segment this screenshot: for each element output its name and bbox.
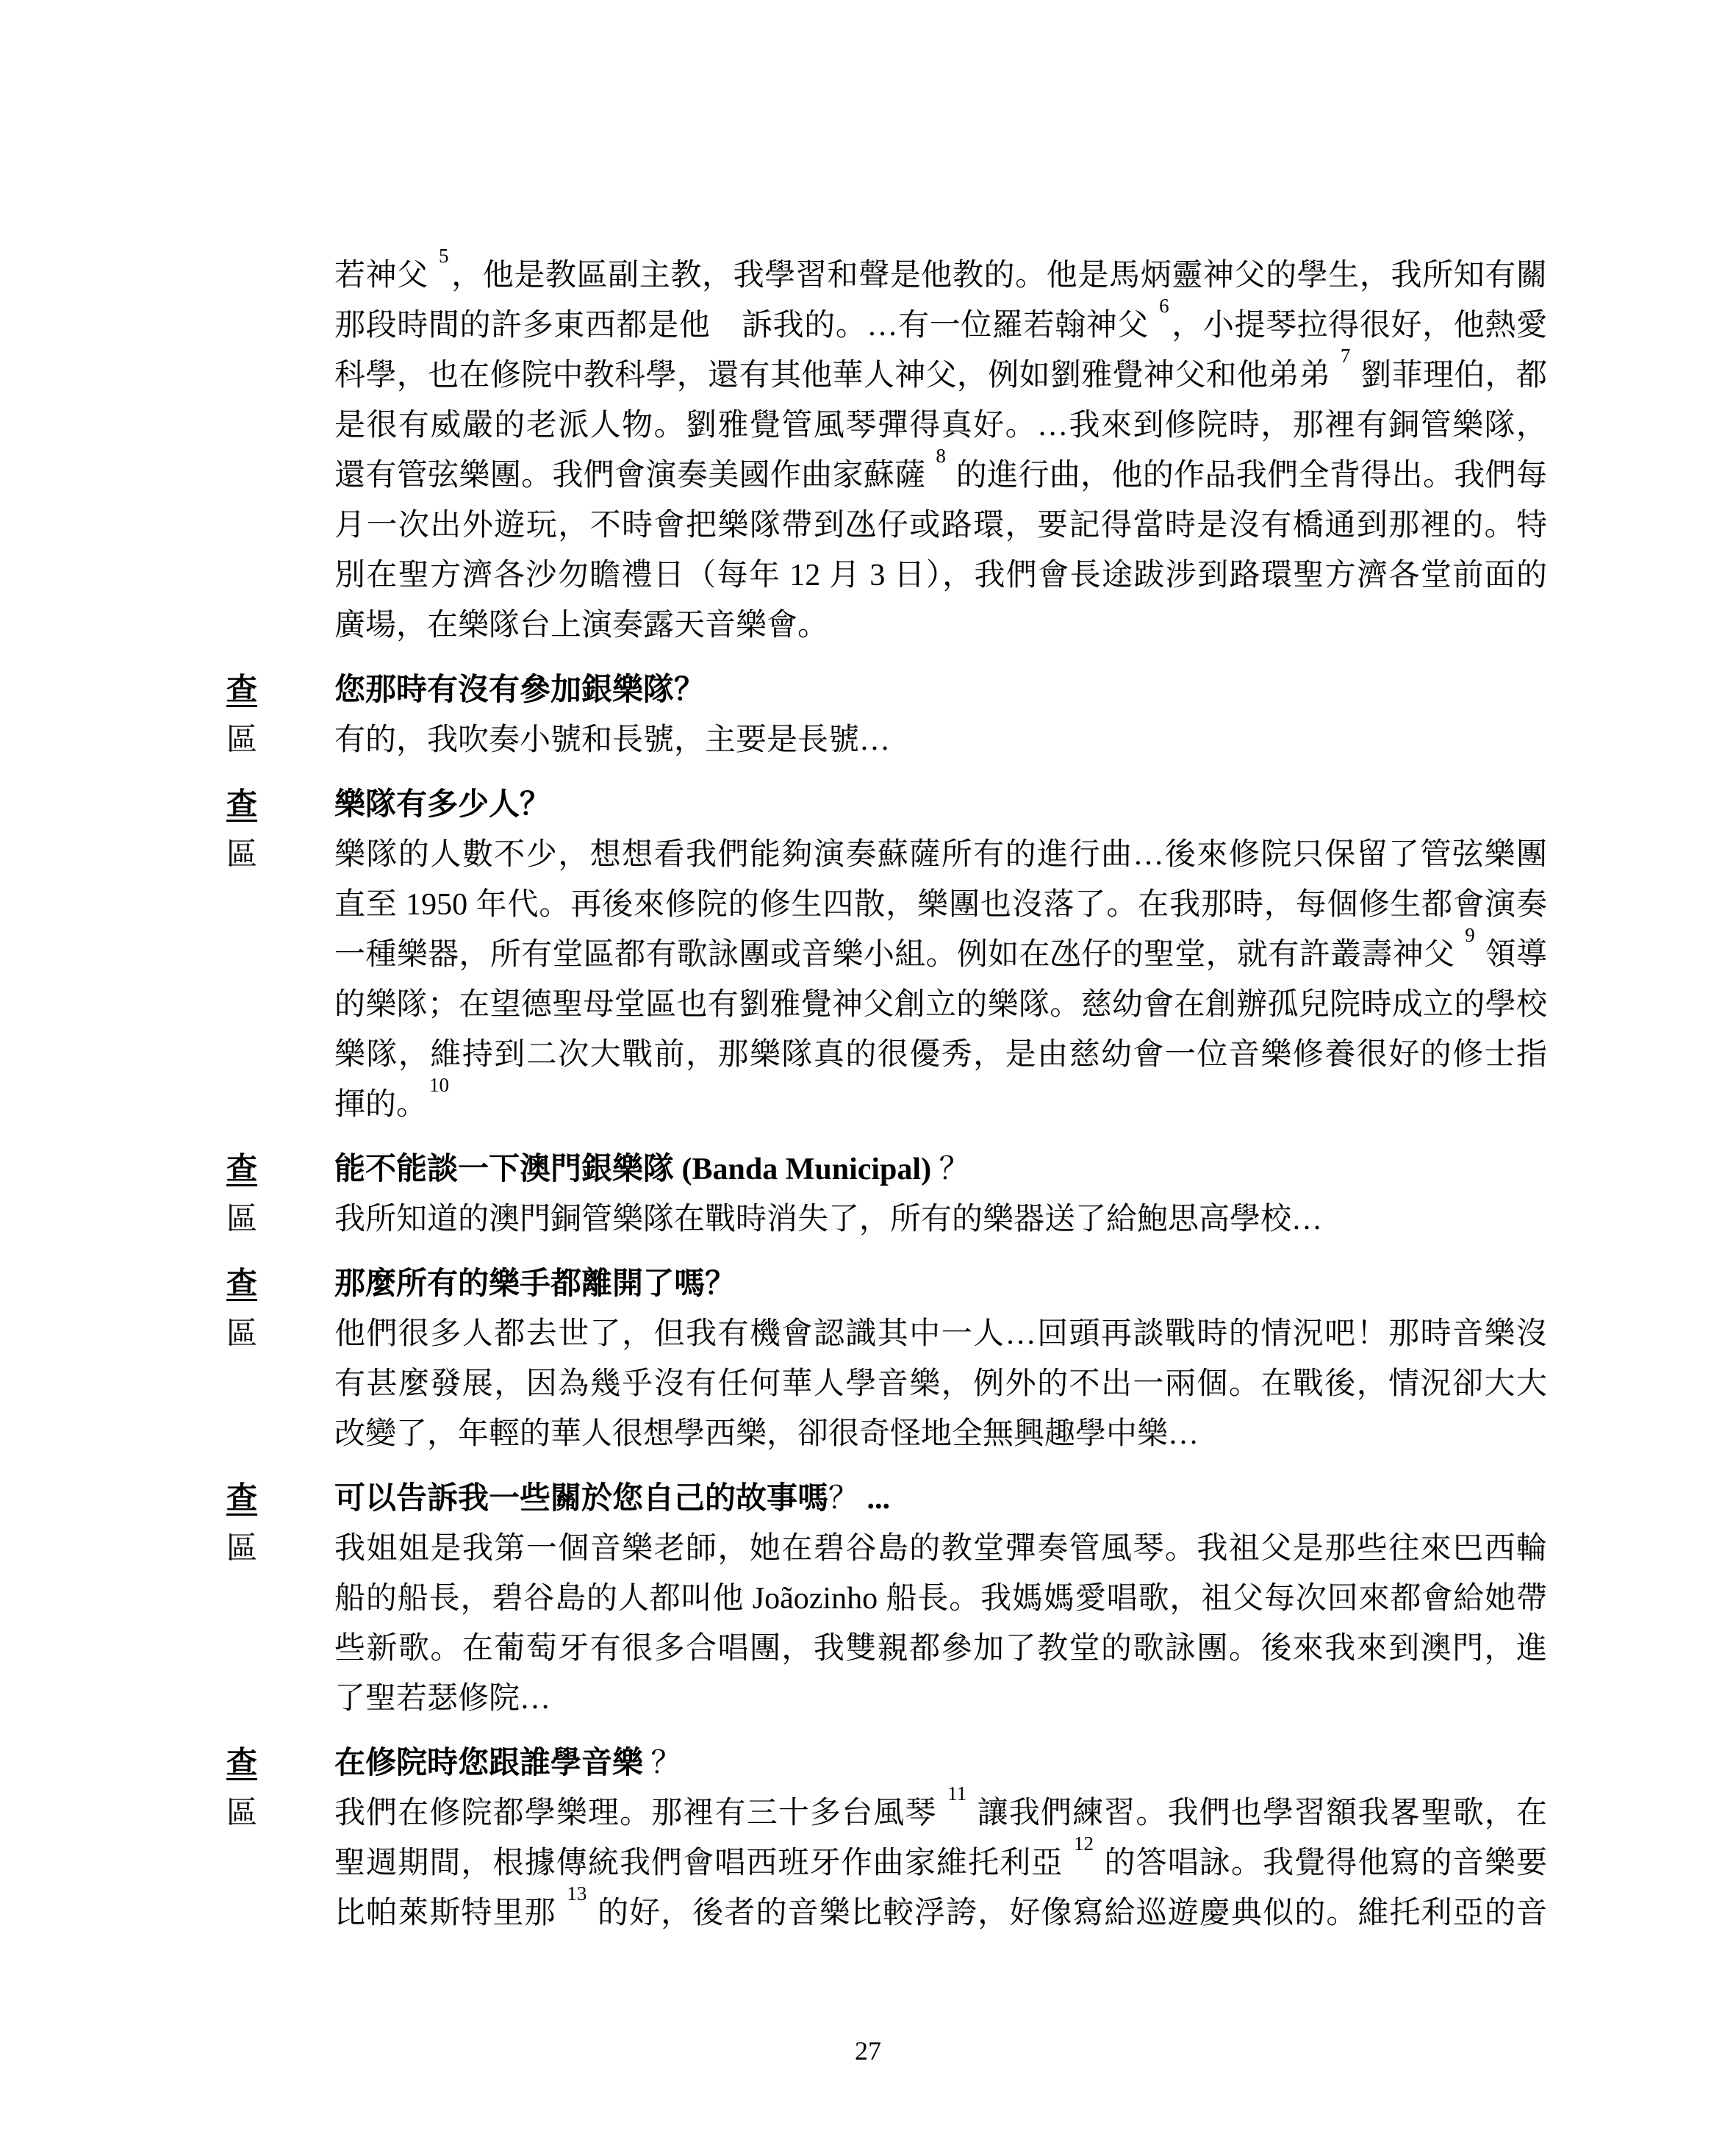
- interviewer-label: 查: [226, 788, 258, 822]
- text-line: 有甚麼發展，因為幾乎沒有任何華人學音樂，例外的不出一兩個。在戰後，情況卻大大: [334, 1367, 1547, 1401]
- text-line: 科學，也在修院中教科學，還有其他華人神父，例如劉雅覺神父和他弟弟 $^7$ 劉菲理伯，都: [334, 345, 1547, 393]
- opening-paragraph: [334, 245, 1547, 651]
- interviewee-label: 區: [226, 838, 258, 872]
- question-text: [334, 1259, 1547, 1309]
- interviewer-label: 查: [226, 673, 258, 707]
- text-line: 廣場，在樂隊台上演奏露天音樂會。: [334, 609, 829, 642]
- interviewee-label: 區: [226, 723, 258, 757]
- interviewer-label: 查: [226, 1267, 258, 1301]
- interview-transcript: [226, 665, 1549, 1938]
- question-text: [334, 1144, 1547, 1194]
- page-number: 27: [855, 2036, 881, 2065]
- question-segment: 您那時有沒有參加銀樂隊？: [334, 673, 706, 707]
- answer-text: [334, 1194, 1547, 1244]
- text-line: 樂隊，維持到二次大戰前，那樂隊真的很優秀，是由慈幼會一位音樂修養很好的修士指: [334, 1038, 1547, 1072]
- question-segment: 能不能談一下澳門銀樂隊 (Banda Municipal): [334, 1153, 932, 1186]
- interviewee-label: 區: [226, 1532, 258, 1566]
- answer-text: [334, 1524, 1547, 1724]
- footnote-ref: 8: [936, 445, 946, 467]
- qa-block: [226, 1474, 1549, 1724]
- text-line: 改變了，年輕的華人很想學西樂，卻很奇怪地全無興趣學中樂…: [334, 1417, 1199, 1451]
- question-segment: 那麼所有的樂手都離開了嗎？: [334, 1267, 736, 1301]
- text-line: 我姐姐是我第一個音樂老師，她在碧谷島的教堂彈奏管風琴。我祖父是那些往來巴西輪: [334, 1532, 1547, 1566]
- answer-text: [334, 1309, 1547, 1459]
- qa-block: [226, 780, 1549, 1130]
- footnote-ref: 11: [947, 1783, 967, 1805]
- question-segment: ...: [859, 1482, 891, 1516]
- interviewee-label: 區: [226, 1796, 258, 1830]
- question-text: [334, 780, 1547, 830]
- footnote-ref: 7: [1340, 345, 1351, 367]
- text-line: 有的，我吹奏小號和長號，主要是長號…: [334, 723, 891, 757]
- question-segment: 可以告訴我一些關於您自己的故事嗎: [334, 1482, 829, 1516]
- question-segment: ？: [931, 1153, 970, 1186]
- footnote-ref: 9: [1465, 924, 1475, 946]
- footnote-ref: 13: [567, 1882, 587, 1905]
- text-line: 樂隊的人數不少，想想看我們能夠演奏蘇薩所有的進行曲…後來修院只保留了管弦樂團: [334, 838, 1547, 872]
- question-text: [334, 665, 1547, 715]
- text-line: 聖週期間，根據傳統我們會唱西班牙作曲家維托利亞 $^{12}$ 的答唱詠。我覺得他寫的音樂要: [334, 1832, 1547, 1880]
- question-segment: ？: [643, 1746, 682, 1780]
- text-line: 我們在修院都學樂理。那裡有三十多台風琴 $^{11}$ 讓我們練習。我們也學習額我畧聖歌，在: [334, 1783, 1547, 1830]
- interviewer-label: 查: [226, 1746, 258, 1780]
- text-line: 些新歌。在葡萄牙有很多合唱團，我雙親都參加了教堂的歌詠團。後來我來到澳門，進: [334, 1632, 1547, 1666]
- footnote-ref: 6: [1159, 295, 1169, 317]
- text-line: 一種樂器，所有堂區都有歌詠團或音樂小組。例如在氹仔的聖堂，就有許叢壽神父 $^9$ 領導: [334, 924, 1547, 972]
- answer-text: [334, 715, 1547, 765]
- interviewer-label: 查: [226, 1482, 258, 1516]
- text-line: 是很有威嚴的老派人物。劉雅覺管風琴彈得真好。…我來到修院時，那裡有銅管樂隊，: [334, 409, 1547, 443]
- text-line: 他們很多人都去世了，但我有機會認識其中一人…回頭再談戰時的情況吧！那時音樂沒: [334, 1317, 1547, 1351]
- interviewee-label: 區: [226, 1203, 258, 1236]
- text-line: 若神父 $^5$，他是教區副主教，我學習和聲是他教的。他是馬炳靈神父的學生，我所知有關: [334, 245, 1547, 293]
- text-line: 我所知道的澳門銅管樂隊在戰時消失了，所有的樂器送了給鮑思高學校…: [334, 1203, 1323, 1236]
- text-line: 月一次出外遊玩，不時會把樂隊帶到氹仔或路環，要記得當時是沒有橋通到那裡的。特: [334, 509, 1547, 542]
- interviewee-label: 區: [226, 1317, 258, 1351]
- text-line: 船的船長，碧谷島的人都叫他 Joãozinho 船長。我媽媽愛唱歌，祖父每次回來都會給她帶: [334, 1582, 1547, 1616]
- qa-block: [226, 1738, 1549, 1938]
- footnote-ref: 5: [438, 245, 449, 267]
- question-segment: ？: [828, 1482, 860, 1516]
- footnote-ref: 10: [429, 1074, 450, 1096]
- qa-block: [226, 1144, 1549, 1244]
- question-text: [334, 1738, 1547, 1788]
- text-line: 還有管弦樂團。我們會演奏美國作曲家蘇薩 $^8$ 的進行曲，他的作品我們全背得出。我們每: [334, 445, 1547, 492]
- page-body: [226, 245, 1549, 1938]
- text-line: 比帕萊斯特里那 $^{13}$ 的好，後者的音樂比較浮誇，好像寫給巡遊慶典似的。維托利亞的音: [334, 1882, 1547, 1930]
- answer-text: [334, 1783, 1547, 1938]
- question-segment: 在修院時您跟誰學音樂: [334, 1746, 644, 1780]
- answer-text: [334, 830, 1547, 1130]
- text-line: 揮的。$^{10}$: [334, 1080, 1547, 1130]
- text-line: 直至 1950 年代。再後來修院的修生四散，樂團也沒落了。在我那時，每個修生都會演奏: [334, 888, 1547, 922]
- question-segment: 樂隊有多少人？: [334, 788, 551, 822]
- qa-block: [226, 1259, 1549, 1459]
- text-line: 那段時間的許多東西都是他 訴我的。…有一位羅若翰神父 $^6$，小提琴拉得很好，他熱愛: [334, 295, 1547, 343]
- text-line: 的樂隊；在望德聖母堂區也有劉雅覺神父創立的樂隊。慈幼會在創辦孤兒院時成立的學校: [334, 988, 1547, 1022]
- text-line: 了聖若瑟修院…: [334, 1682, 551, 1716]
- qa-block: [226, 665, 1549, 765]
- text-line: 別在聖方濟各沙勿瞻禮日（每年 12 月 3 日），我們會長途跋涉到路環聖方濟各堂前面的: [334, 559, 1547, 592]
- interviewer-label: 查: [226, 1153, 258, 1186]
- footnote-ref: 12: [1074, 1832, 1094, 1855]
- question-text: [334, 1474, 1547, 1524]
